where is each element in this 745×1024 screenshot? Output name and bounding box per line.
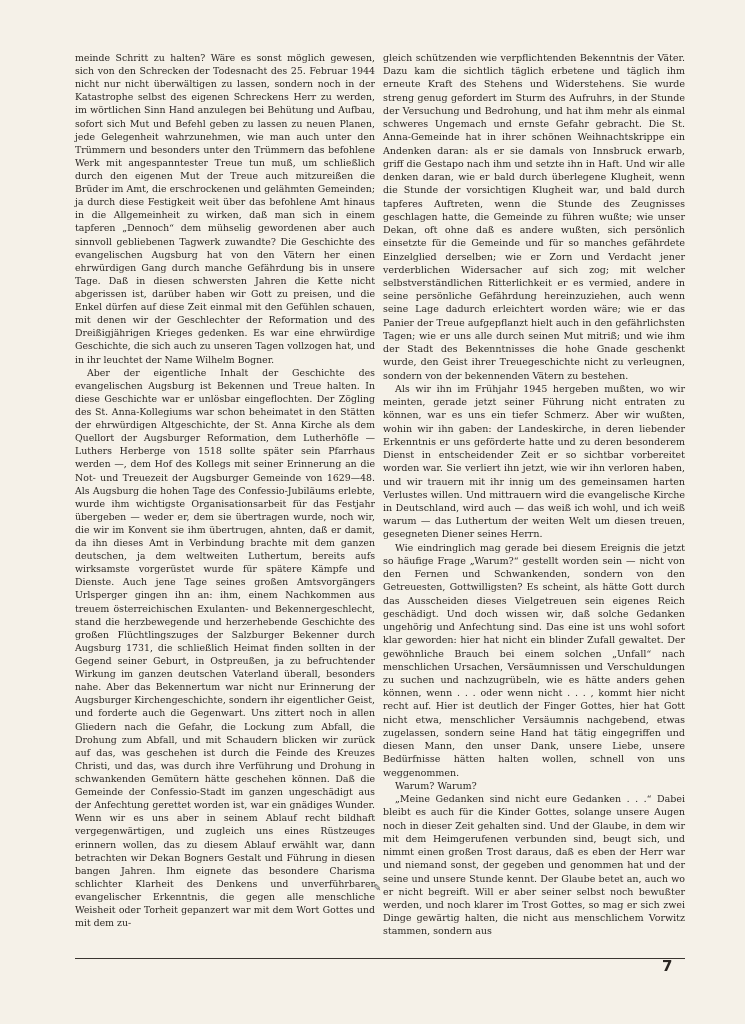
left-column: [75, 52, 375, 930]
paragraph: Warum? Warum?: [395, 780, 477, 792]
paragraph: meinde Schritt zu halten? Wäre es sonst möglich gewesen, sich von den Schrecken der Todesnacht des 25. Februar 1944 nicht nur nicht überwältigen zu lassen, sondern noch in der Katastrophe selbst des eigenen Schreckens Herr zu werden, im wörtlichen Sinn Hand anzulegen bei Behütung und Aufbau, sofort sich Mut und Befehl geben zu lassen zu neuen Planen, jede Gelegenheit wahrzunehmen, wie man auch unter den Trümmern und besonders unter den Trümmern das befohlene Werk mit angespanntester Treue tun muß, um schließlich durch den eigenen Mut der Treue auch mitzureißen die Brüder im Amt, die erschrockenen und gelähmten Gemeinden; ja durch diese Festigkeit weit über das befohlene Amt hinaus in die Allgemeinheit zu wirken, daß man sich in einem tapferen „Dennoch“ dem mühselig gewordenen aber auch sinnvoll gebliebenen Tagwerk zuwandte? Die Geschichte des evangelischen Augsburg hat von den Vätern her einen ehrwürdigen Gang durch manche Gefährdung bis in unsere Tage. Daß in diesen schwersten Jahren die Kette nicht abgerissen ist, darüber haben wir Gott zu preisen, und die Enkel dürfen auf diese Zeit einmal mit den Gefühlen schauen, mit denen wir der Geschlechter der Reformation und des Dreißigjährigen Krieges gedenken. Es war eine ehrwürdige Geschichte, die sich auch zu unseren Tagen vollzogen hat, und in ihr leuchtet der Name Wilhelm Bogner.: [75, 53, 375, 366]
right-column: [383, 52, 685, 939]
paragraph: Wie eindringlich mag gerade bei diesem Ereignis die jetzt so häufige Frage „Warum?“ gestellt worden sein — nicht von den Fernen und Schwankenden, sondern von den Getreuesten, Gottwilligsten? Es scheint, als hätte Gott durch das Ausscheiden dieses Vielgetreuen sein eigenes Reich geschädigt. Und doch wissen wir, daß solche Gedanken ungehörig und Anfechtung sind. Das eine ist uns wohl sofort klar geworden: hier hat nicht ein blinder Zufall gewaltet. Der gewöhnliche Brauch bei einem solchen „Unfall“ nach menschlichen Ursachen, Versäumnissen und Verschuldungen zu suchen und nachzugrübeln, wie es hätte anders gehen können, wenn . . . oder wenn nicht . . . , kommt hier nicht recht auf. Hier ist deutlich der Finger Gottes, hier hat Gott nicht etwa, menschlicher Versäumnis nachgebend, etwas zugelassen, sondern seine Hand hat tätig eingegriffen und diesen Mann, den unser Dank, unsere Liebe, unsere Bedürfnisse hätten halten wollen, schnell von uns weggenommen.: [383, 542, 685, 779]
page-number: 7: [662, 957, 673, 975]
paragraph: „Meine Gedanken sind nicht eure Gedanken . . .“ Dabei bleibt es auch für die Kinder Gottes, solange unsere Augen noch in dieser Zeit gehalten sind. Und der Glaube, in dem wir mit dem Heimgerufenen verbunden sind, beugt sich, und nimmt einen großen Trost daraus, daß es eben der Herr war und niemand sonst, der gegeben und genommen hat und der seine und unsere Stunde kennt. Der Glaube betet an, auch wo er nicht begreift. Will er aber seiner selbst noch bewußter werden, und noch klarer im Trost Gottes, so mag er sich zwei Dinge gewärtig halten, die nicht aus menschlichem Vorwitz stammen, sondern aus: [383, 794, 685, 938]
margin-mark-icon: ✎: [373, 883, 382, 894]
paragraph: gleich schützenden wie verpflichtenden Bekenntnis der Väter. Dazu kam die sichtlich täglich erbetene und täglich ihm erneute Kraft des Stehens und Widerstehens. Sie wurde streng genug gefordert im Sturm des Aufruhrs, in der Stunde der Versuchung und Bedrohung, und hat ihm mehr als einmal schweres Ungemach und ernste Gefahr gebracht. Die St. Anna-Gemeinde hat in ihrer schönen Weihnachtskrippe ein Andenken daran: als er sie damals von Innsbruck erwarb, griff die Gestapo nach ihm und setzte ihn in Haft. Und wir alle denken daran, wie er bald durch überlegene Klugheit, wenn die Stunde der vorsichtigen Klugheit war, und bald durch tapferes Auftreten, wenn die Stunde des Zeugnisses geschlagen hatte, die Gemeinde zu führen wußte; wie unser Dekan, oft ohne daß es andere wußten, sich persönlich einsetzte für die Gemeinde und für so manches gefährdete Einzelglied derselben; wie er Zorn und Verdacht jener verderblichen Widersacher auf sich zog; mit welcher selbstverständlichen Ritterlichkeit er es vermied, andere in seine persönliche Gefährdung hereinzuziehen, auch wenn seine Lage dadurch erleichtert worden wäre; wie er das Panier der Treue aufgepflanzt hielt auch in den gefährlichsten Tagen; wie er uns alle durch seinen Mut mitriß; und wie ihm der Stadt des Bekenntnisses die hohe Gnade geschenkt wurde, den Geist ihrer Treuegeschichte nicht zu verleugnen, sondern von der bekennenden Vätern zu bestehen.: [383, 53, 685, 382]
paragraph: Als wir ihn im Frühjahr 1945 hergeben mußten, wo wir meinten, gerade jetzt seiner Führung nicht entraten zu können, war es uns ein tiefer Schmerz. Aber wir wußten, wohin wir ihn gaben: der Landeskirche, in deren liebender Erkenntnis er uns geförderte hatte und zu deren besonderem Dienst in entscheidender Zeit er so sichtbar vorbereitet worden war. Sie verliert ihn jetzt, wie wir ihn verloren haben, und wir trauern mit ihr innig um des gemeinsamen harten Verlustes willen. Und mittrauern wird die evangelische Kirche in Deutschland, wird auch — das weiß ich wohl, und ich weiß warum — das Luthertum der weiten Welt um diesen treuen, gesegneten Diener seines Herrn.: [383, 383, 685, 541]
paragraph: Aber der eigentliche Inhalt der Geschichte des evangelischen Augsburg ist Bekennen und Treue halten. In diese Geschichte war er unlösbar eingeflochten. Der Zögling des St. Anna-Kollegiums war schon beheimatet in den Stätten der ehrwürdigen Altgeschichte, der St. Anna Kirche als dem Quellort der Augsburger Reformation, dem Lutherhöfle — Luthers Herberge von 1518 sollte später sein Pfarrhaus werden —, dem Hof des Kollegs mit seiner Erinnerung an die Not- und Treuezeit der Augsburger Gemeinde von 1629—48. Als Augsburg die hohen Tage des Confessio-Jubiläums erlebte, wurde ihm wichtigste Organisationsarbeit für das Festjahr übergeben — weder er, dem sie übertragen wurde, noch wir, die wir im Konvent sie ihm übertrugen, ahnten, daß er damit, da ihn dieses Amt in Verbindung brachte mit dem ganzen deutschen, ja dem weltweiten Luthertum, bereits aufs wirksamste vorgerüstet wurde für spätere Kämpfe und Dienste. Auch jene Tage seines großen Amtsvorgängers Urlsperger gingen ihn an: ihm, einem Nachkommen aus treuem österreichischen Exulanten- und Bekennergeschlecht, stand die herzbewegende und herzerhebende Geschichte des großen Flüchtlingszuges der Salzburger Bekenner durch Augsburg 1731, die schließlich Heimat finden sollten in der Gegend seiner Geburt, in Ostpreußen, ja zu befruchtender Wirkung im ganzen deutschen Vaterland überall, besonders nahe. Aber das Bekennertum war nicht nur Erinnerung der Augsburger Kirchengeschichte, sondern ihr eigentlicher Geist, und forderte auch die Gegenwart. Uns zittert noch in allen Gliedern nach die Gefahr, die Lockung zum Abfall, die Drohung zum Abfall, und mit Schaudern blicken wir zurück auf das, was geschehen ist durch die Feinde des Kreuzes Christi, und das, was durch ihre Verführung und Drohung in schwankenden Gemütern hätte geschehen können. Daß die Gemeinde der Confessio-Stadt im ganzen ungeschädigt aus der Anfechtung gerettet worden ist, war ein gnädiges Wunder. Wenn wir es uns aber in seinem Ablauf recht bildhaft vergegenwärtigen, und zugleich uns eines Rüstzeuges erinnern wollen, das zu diesem Ablauf erwählt war, dann betrachten wir Dekan Bogners Gestalt und Führung in diesen bangen Jahren. Ihm eignete das besondere Charisma schlichter Klarheit des Denkens und unverführbarer evangelischer Erkenntnis, die gegen alle menschliche Weisheit oder Torheit gepanzert war mit dem Wort Gottes und mit dem zu-: [75, 367, 375, 930]
footer-rule: [75, 958, 685, 959]
